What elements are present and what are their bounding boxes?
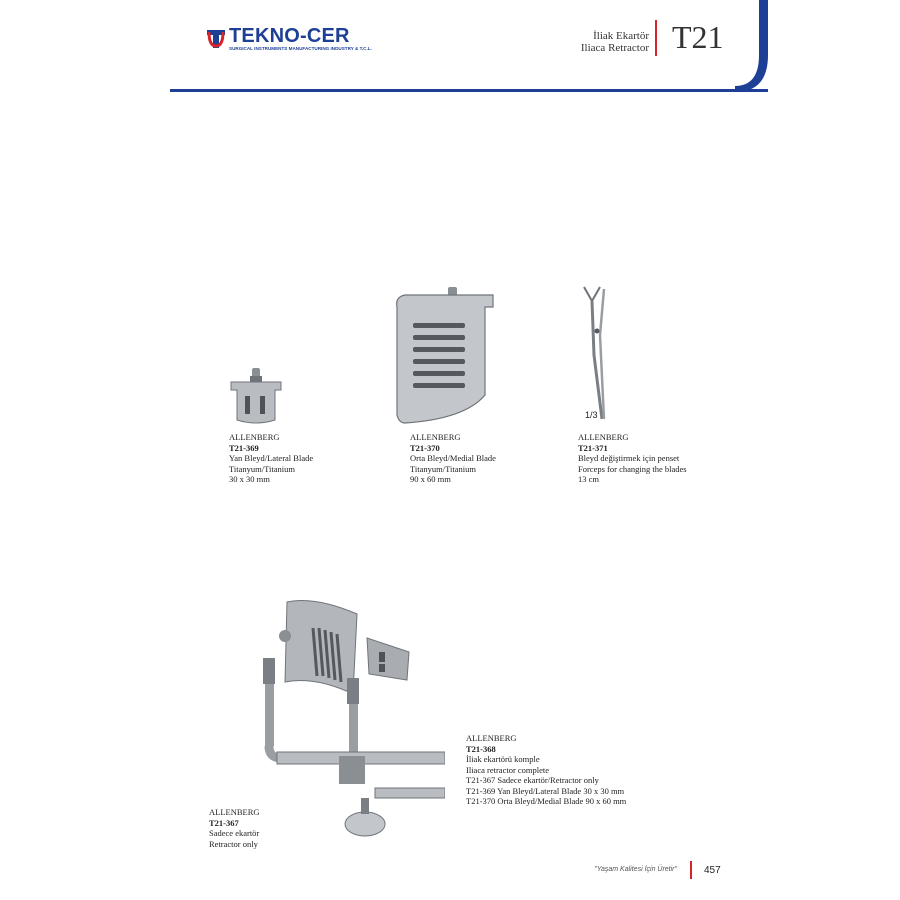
- product-desc-tr: Bleyd değiştirmek için penset: [578, 453, 680, 463]
- product-desc-tr: Sadece ekartör: [209, 828, 260, 838]
- scale-label: 1/3: [585, 410, 598, 420]
- product-code: T21-371: [578, 442, 608, 453]
- product-caption-t21-371: [578, 432, 687, 485]
- retractor-complete-image: [255, 598, 445, 848]
- medial-blade-image: [385, 285, 500, 425]
- component-line: T21-369 Yan Bleyd/Lateral Blade 30 x 30 mm: [466, 785, 625, 796]
- component-line: T21-370 Orta Bleyd/Medial Blade 90 x 60 mm: [466, 796, 627, 806]
- footer-divider: [690, 861, 692, 879]
- header-title: [581, 30, 649, 54]
- brand-mark-icon: [205, 27, 227, 49]
- brand-logo: [205, 25, 372, 55]
- product-desc-tr: İliak ekartörü komple: [466, 754, 540, 764]
- product-code: T21-369: [229, 442, 259, 453]
- lateral-blade-image: [225, 368, 287, 426]
- product-desc: Orta Bleyd/Medial Blade: [410, 453, 496, 463]
- product-caption-t21-368: [466, 733, 626, 807]
- page-number: 457: [704, 865, 721, 876]
- product-caption-t21-369: [229, 432, 313, 485]
- product-size: 30 x 30 mm: [229, 474, 270, 484]
- product-caption-t21-370: [410, 432, 496, 485]
- forceps-image: [578, 285, 618, 425]
- brand-subtitle: SURGICAL INSTRUMENTS MANUFACTURING INDUSTRY & T.C.L.: [229, 46, 372, 51]
- product-name: ALLENBERG: [466, 733, 517, 743]
- product-material: Titanyum/Titanium: [410, 463, 476, 474]
- product-desc-en: Forceps for changing the blades: [578, 463, 687, 474]
- header-divider: [655, 20, 657, 56]
- header-corner-accent: [735, 0, 768, 92]
- product-desc-en: Retractor only: [209, 838, 258, 849]
- product-desc: Yan Bleyd/Lateral Blade: [229, 453, 314, 463]
- header-rule: [170, 89, 768, 92]
- product-caption-t21-367: [209, 807, 260, 849]
- brand-name: TEKNO-CER: [229, 25, 350, 47]
- component-line: T21-367 Sadece ekartör/Retractor only: [466, 775, 599, 785]
- title-turkish: İliak Ekartör: [593, 30, 649, 42]
- product-material: Titanyum/Titanium: [229, 463, 295, 474]
- product-desc-en: Iliaca retractor complete: [466, 764, 550, 775]
- product-size: 90 x 60 mm: [410, 474, 451, 484]
- product-name: ALLENBERG: [578, 432, 629, 442]
- section-code: T21: [672, 19, 724, 55]
- product-size: 13 cm: [578, 474, 600, 484]
- footer-slogan: "Yaşam Kalitesi İçin Üretir": [594, 866, 677, 873]
- product-name: ALLENBERG: [410, 432, 461, 442]
- product-name: ALLENBERG: [209, 807, 260, 817]
- product-code: T21-367: [209, 817, 239, 828]
- product-code: T21-368: [466, 743, 496, 754]
- product-code: T21-370: [410, 442, 440, 453]
- product-name: ALLENBERG: [229, 432, 280, 442]
- title-english: Iliaca Retractor: [580, 42, 649, 54]
